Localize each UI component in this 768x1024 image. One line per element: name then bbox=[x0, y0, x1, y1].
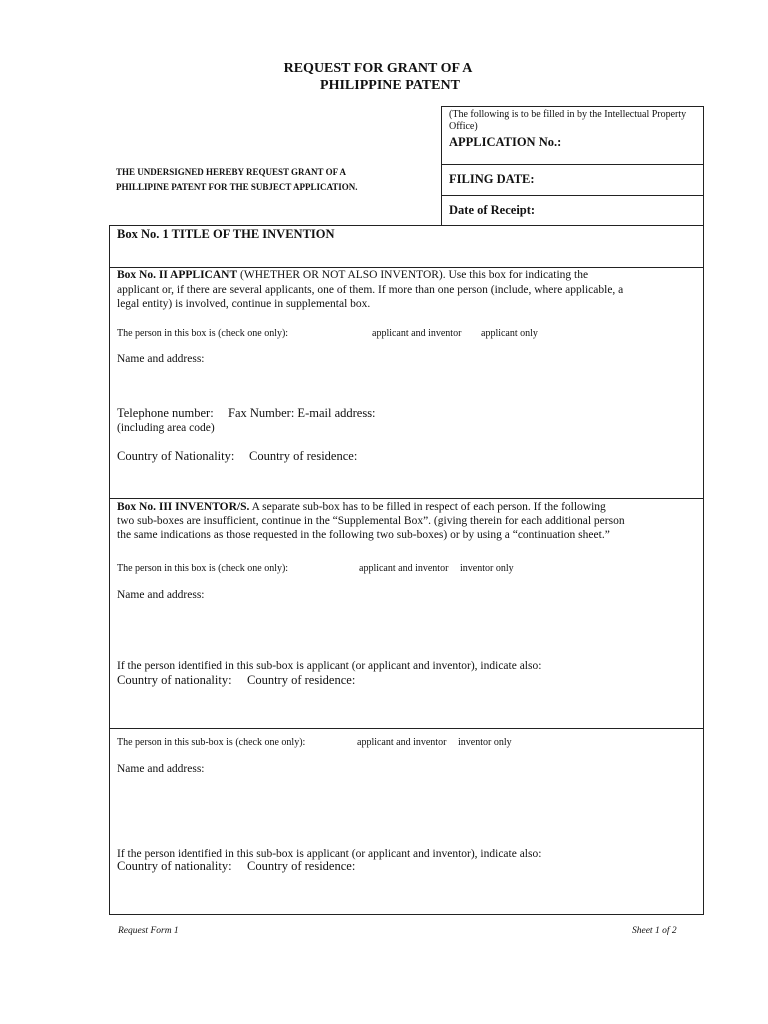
box3-check-prompt: The person in this box is (check one only): bbox=[117, 563, 289, 574]
box1-title-of-invention[interactable] bbox=[109, 225, 704, 268]
filing-date-cell[interactable] bbox=[442, 165, 703, 196]
form-title-line1: REQUEST FOR GRANT OF A bbox=[283, 61, 473, 76]
box2-name-address-label: Name and address: bbox=[117, 353, 205, 365]
box4-check-prompt: The person in this sub-box is (check one only): bbox=[117, 737, 306, 748]
box2-instructions-line2: applicant or, if there are several applicants, one of them. If more than one person (include, where applicable, a bbox=[117, 284, 624, 296]
box4-option-inventor-only[interactable]: inventor only bbox=[458, 737, 512, 748]
application-no-label: APPLICATION No.: bbox=[449, 135, 562, 149]
box3-nationality-label: Country of nationality: bbox=[117, 673, 232, 687]
box2-heading bbox=[117, 268, 588, 283]
declaration-line1: THE UNDERSIGNED HEREBY REQUEST GRANT OF A bbox=[116, 167, 347, 177]
box2-label: Box No. II APPLICANT bbox=[117, 269, 238, 281]
box2-option-applicant-only[interactable]: applicant only bbox=[481, 328, 538, 339]
box2-nationality-label: Country of Nationality: bbox=[117, 449, 235, 463]
date-of-receipt-label: Date of Receipt: bbox=[449, 203, 536, 217]
date-of-receipt-cell[interactable] bbox=[442, 196, 703, 226]
box3-residence-label: Country of residence: bbox=[247, 673, 356, 687]
box3-instructions-line2: two sub-boxes are insufficient, continue in the “Supplemental Box”. (giving therein for each additional person bbox=[117, 515, 625, 527]
box3-option-inventor-only[interactable]: inventor only bbox=[460, 563, 514, 574]
box2-residence-label: Country of residence: bbox=[249, 449, 358, 463]
box2-telephone-label: Telephone number: bbox=[117, 406, 214, 420]
box3-second-inventor-subbox[interactable] bbox=[109, 728, 704, 915]
box2-instructions-line3: legal entity) is involved, continue in supplemental box. bbox=[117, 298, 371, 310]
filing-date-label: FILING DATE: bbox=[449, 172, 535, 186]
box4-if-applicant-note: If the person identified in this sub-box is applicant (or applicant and inventor), indicate also: bbox=[117, 848, 542, 860]
box3-name-address-label: Name and address: bbox=[117, 589, 205, 601]
box3-heading bbox=[117, 500, 606, 515]
office-use-box bbox=[441, 106, 704, 226]
declaration-text bbox=[116, 165, 416, 195]
box2-option-applicant-and-inventor[interactable]: applicant and inventor bbox=[372, 328, 462, 339]
box2-label-rest: (WHETHER OR NOT ALSO INVENTOR). Use this box for indicating the bbox=[237, 269, 589, 281]
box2-applicant[interactable] bbox=[109, 267, 704, 499]
footer-sheet-number: Sheet 1 of 2 bbox=[632, 926, 677, 936]
footer-form-name: Request Form 1 bbox=[118, 926, 179, 936]
box3-label: Box No. III INVENTOR/S. bbox=[117, 501, 250, 513]
form-title-line2: PHILIPPINE PATENT bbox=[320, 78, 460, 93]
box4-nationality-label: Country of nationality: bbox=[117, 859, 232, 873]
box3-inventors[interactable] bbox=[109, 498, 704, 729]
box1-label: Box No. 1 TITLE OF THE INVENTION bbox=[117, 227, 335, 241]
box2-check-prompt: The person in this box is (check one only): bbox=[117, 328, 289, 339]
box4-residence-label: Country of residence: bbox=[247, 859, 356, 873]
box4-name-address-label: Name and address: bbox=[117, 763, 205, 775]
box2-area-code-note: (including area code) bbox=[117, 422, 215, 434]
declaration-line2: PHILLIPINE PATENT FOR THE SUBJECT APPLICATION. bbox=[116, 182, 358, 192]
box2-fax-email-label: Fax Number: E-mail address: bbox=[228, 406, 376, 420]
box3-if-applicant-note: If the person identified in this sub-box is applicant (or applicant and inventor), indicate also: bbox=[117, 660, 542, 672]
box3-instructions-line3: the same indications as those requested in the following two sub-boxes) or by using a “continuation sheet.” bbox=[117, 529, 610, 541]
box4-option-applicant-and-inventor[interactable]: applicant and inventor bbox=[357, 737, 447, 748]
box3-option-applicant-and-inventor[interactable]: applicant and inventor bbox=[359, 563, 449, 574]
box3-label-rest: A separate sub-box has to be filled in respect of each person. If the following bbox=[249, 501, 606, 513]
office-note: (The following is to be filled in by the Intellectual Property Office) bbox=[449, 109, 687, 132]
application-no-cell[interactable] bbox=[442, 107, 703, 165]
